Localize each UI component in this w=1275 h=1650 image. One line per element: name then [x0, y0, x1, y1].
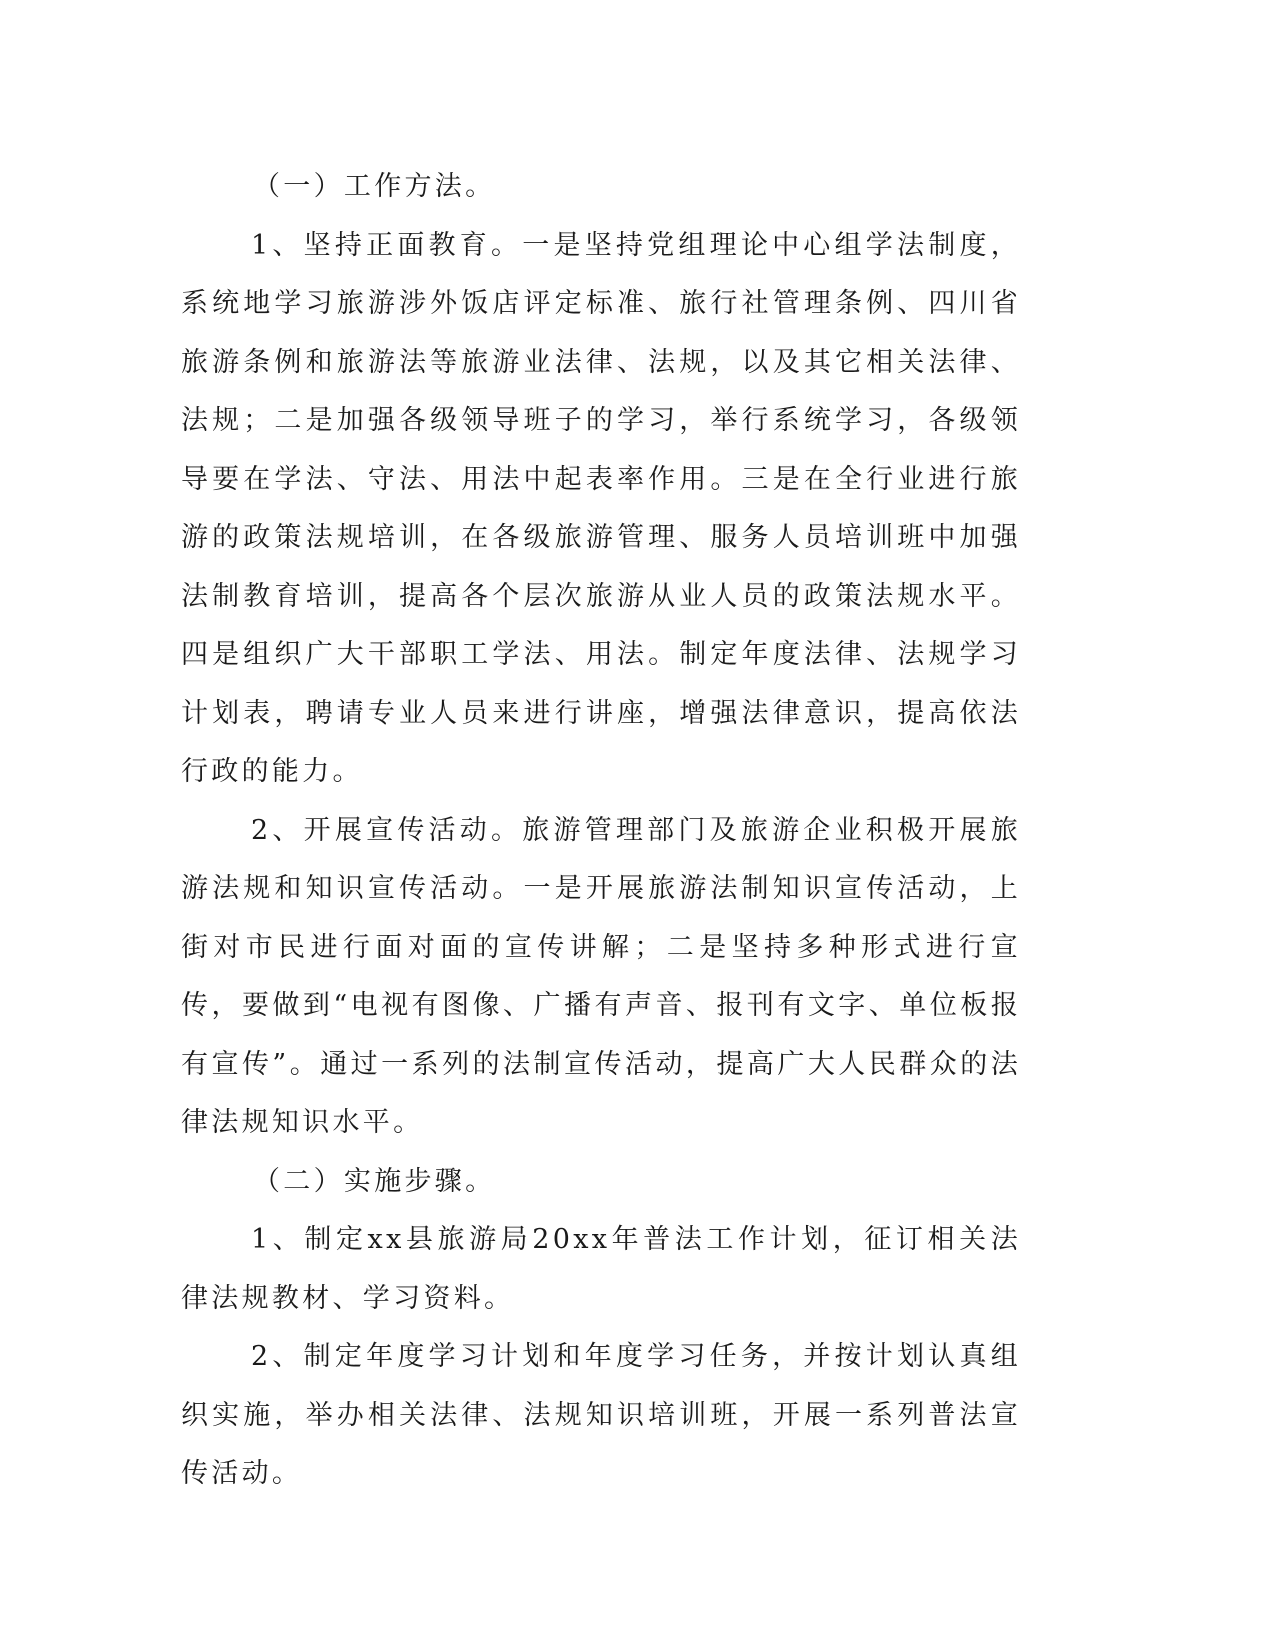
section-heading-steps: （二）实施步骤。: [253, 1165, 496, 1197]
paragraph-step-two: 2、制定年度学习计划和年度学习任务，并按计划认真组织实施，举办相关法律、法规知识培训班，开展一系列普法宣传活动。: [181, 1341, 1021, 1489]
document-body: [181, 158, 1021, 1504]
paragraph-publicity-activities: 2、开展宣传活动。旅游管理部门及旅游企业积极开展旅游法规和知识宣传活动。一是开展旅游法制知识宣传活动，上街对市民进行面对面的宣传讲解；二是坚持多种形式进行宣传，要做到“电视有图像、广播有声音、报刊有文字、单位板报有宣传”。通过一系列的法制宣传活动，提高广大人民群众的法律法规知识水平。: [181, 814, 1021, 1138]
paragraph-positive-education: 1、坚持正面教育。一是坚持党组理论中心组学法制度，系统地学习旅游涉外饭店评定标准、旅行社管理条例、四川省旅游条例和旅游法等旅游业法律、法规，以及其它相关法律、法规；二是加强各级领导班子的学习，举行系统学习，各级领导要在学法、守法、用法中起表率作用。三是在全行业进行旅游的政策法规培训，在各级旅游管理、服务人员培训班中加强法制教育培训，提高各个层次旅游从业人员的政策法规水平。四是组织广大干部职工学法、用法。制定年度法律、法规学习计划表，聘请专业人员来进行讲座，增强法律意识，提高依法行政的能力。: [181, 229, 1021, 787]
paragraph-step-one: 1、制定xx县旅游局20xx年普法工作计划，征订相关法律法规教材、学习资料。: [181, 1224, 1021, 1314]
section-heading-methods: （一）工作方法。: [253, 171, 496, 202]
